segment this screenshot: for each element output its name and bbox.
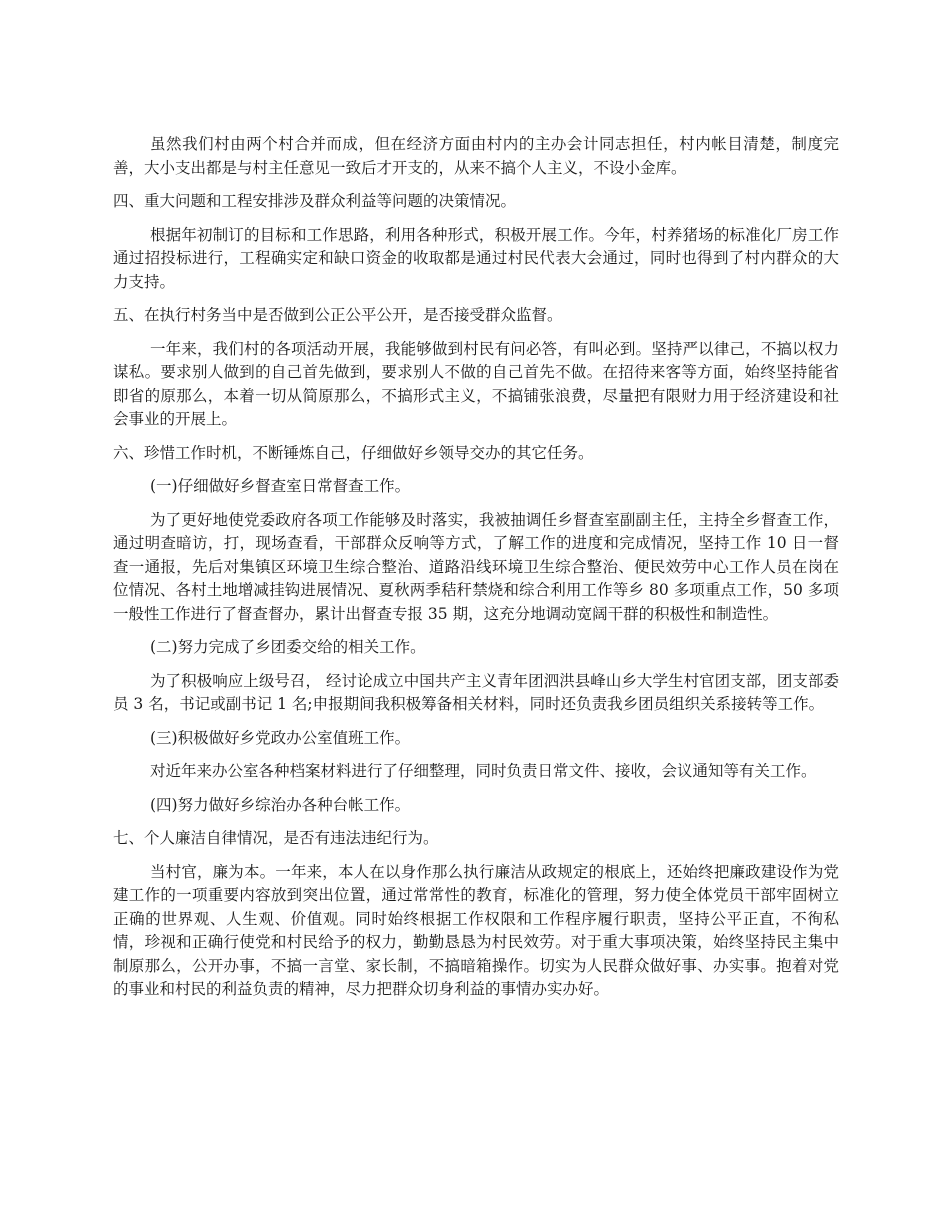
document-body	[113, 133, 839, 1012]
paragraph-village-finance: 虽然我们村由两个村合并而成，但在经济方面由村内的主办会计同志担任，村内帐目清楚，制度完善，大小支出都是与村主任意见一致后才开支的，从来不搞个人主义，不设小金库。	[113, 135, 839, 177]
subsection-heading-6-1: (一)仔细做好乡督查室日常督查工作。	[150, 477, 411, 495]
paragraph-fairness: 一年来，我们村的各项活动开展，我能够做到村民有问必答，有叫必到。坚持严以律己，不搞以权力谋私。要求别人做到的自己首先做到，要求别人不做的自己首先不做。在招待来客等方面，始终坚持能省即省的原那么，本着一切从简原那么，不搞形式主义，不搞铺张浪费，尽量把有限财力用于经济建设和社会事业的开展上。	[113, 339, 839, 428]
paragraph-office-duty: 对近年来办公室各种档案材料进行了仔细整理，同时负责日常文件、接收，会议通知等有关工作。	[150, 762, 817, 780]
paragraph-youth-league: 为了积极响应上级号召， 经讨论成立中国共产主义青年团泗洪县峰山乡大学生村官团支部，团支部委员 3 名，书记或副书记 1 名;申报期间我积极筹备相关材料，同时还负责我乡团员组织关系接转等工作。	[113, 671, 839, 713]
subsection-heading-6-4: (四)努力做好乡综治办各种台帐工作。	[150, 795, 411, 814]
paragraph-decision-making: 根据年初制订的目标和工作思路，利用各种形式，积极开展工作。今年，村养猪场的标准化厂房工作通过招投标进行，工程确实定和缺口资金的收取都是通过村民代表大会通过，同时也得到了村内群众的大力支持。	[113, 225, 839, 291]
subsection-heading-6-2: (二)努力完成了乡团委交给的相关工作。	[150, 638, 426, 656]
section-heading-5: 五、在执行村务当中是否做到公正公平公开，是否接受群众监督。	[113, 306, 563, 324]
subsection-heading-6-3: (三)积极做好乡党政办公室值班工作。	[150, 728, 411, 747]
paragraph-supervision-work: 为了更好地使党委政府各项工作能够及时落实，我被抽调任乡督查室副副主任，主持全乡督查工作，通过明查暗访，打，现场查看，干部群众反响等方式，了解工作的进度和完成情况，坚持工作 10 日一督查一通报，先后对集镇区环境卫生综合整治、道路沿线环境卫生综合整治、便民效劳中心工作人员在岗在位情况、各村土地增减挂钩进展情况、夏秋两季秸秆禁烧和综合利用工作等乡 80 多项重点工作，50 多项一般性工作进行了督查督办，累计出督查专报 35 期，这充分地调动宽阔干群的积极性和制造性。	[113, 510, 839, 623]
section-heading-4: 四、重大问题和工程安排涉及群众利益等问题的决策情况。	[113, 192, 517, 210]
section-heading-7: 七、个人廉洁自律情况，是否有违法违纪行为。	[113, 829, 439, 847]
section-heading-6: 六、珍惜工作时机，不断锤炼自己，仔细做好乡领导交办的其它任务。	[113, 443, 594, 462]
paragraph-integrity: 当村官，廉为本。一年来，本人在以身作那么执行廉洁从政规定的根底上，还始终把廉政建设作为党建工作的一项重要内容放到突出位置，通过常常性的教育，标准化的管理，努力使全体党员干部牢固树立正确的世界观、人生观、价值观。同时始终根据工作权限和工作程序履行职责，坚持公平正直，不徇私情，珍视和正确行使党和村民给予的权力，勤勤恳恳为村民效劳。对于重大事项决策，始终坚持民主集中制原那么，公开办事，不搞一言堂、家长制，不搞暗箱操作。切实为人民群众做好事、办实事。抱着对党的事业和村民的利益负责的精神，尽力把群众切身利益的事情办实办好。	[113, 862, 839, 998]
